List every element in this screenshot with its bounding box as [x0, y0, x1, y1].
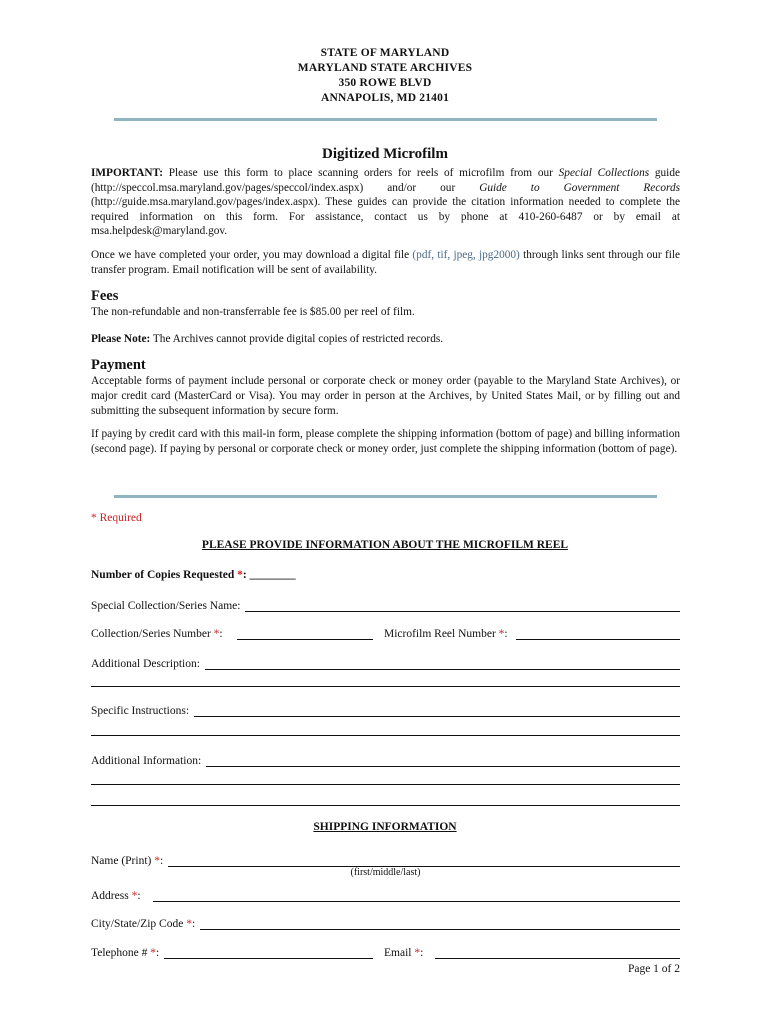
series-name-field[interactable] [91, 596, 680, 612]
additional-information-line[interactable] [206, 755, 680, 767]
specific-instructions-line-2[interactable] [91, 734, 680, 736]
additional-information-line-2[interactable] [91, 783, 680, 785]
additional-information-field[interactable] [91, 751, 680, 767]
copies-colon: : [242, 569, 247, 581]
series-name-line[interactable] [245, 600, 680, 612]
copies-requested-blank[interactable]: ________ [249, 569, 296, 581]
specific-instructions-label: Specific Instructions: [91, 705, 190, 717]
completed-text-2: through links sent through our file transfer program. Email notification will be sent of availability. [91, 248, 680, 276]
page-title: Digitized Microfilm [322, 146, 448, 162]
city-state-zip-label: City/State/Zip Code *: [91, 918, 196, 930]
completed-text-1: Once we have completed your order, you may download a digital file [91, 248, 413, 261]
important-text-1: Please use this form to place scanning orders for reels of microfilm from our [162, 167, 559, 179]
email-line[interactable] [435, 947, 680, 959]
telephone-field[interactable] [91, 943, 373, 959]
important-text-3: (http://guide.msa.maryland.gov/pages/index.aspx). These guides can provide the citation information needed to complete the required information on this form. For assistance, contact us by phone at 410-260-6487 or by email at msa.helpdesk@maryland.gov. [91, 196, 680, 238]
telephone-line[interactable] [164, 947, 373, 959]
additional-description-field[interactable] [91, 654, 680, 670]
required-star-icon: * [131, 890, 138, 902]
fees-text: The non-refundable and non-transferrable fee is $85.00 per reel of film. [91, 306, 415, 319]
required-star-icon: * [186, 918, 192, 930]
name-line[interactable] [168, 855, 680, 867]
header-line-state: STATE OF MARYLAND [320, 47, 450, 59]
header-line-city: ANNAPOLIS, MD 21401 [320, 92, 450, 104]
series-number-field[interactable] [91, 624, 373, 640]
city-state-zip-line[interactable] [200, 918, 680, 930]
please-note-label: Please Note: [91, 332, 151, 345]
name-label: Name (Print) *: [91, 855, 164, 867]
additional-information-label: Additional Information: [91, 755, 202, 767]
reel-number-field[interactable] [384, 624, 680, 640]
series-number-line[interactable] [237, 628, 373, 640]
reel-number-label: Microfilm Reel Number *: [384, 628, 508, 640]
telephone-label: Telephone # *: [91, 947, 160, 959]
payment-paragraph-2: If paying by credit card with this mail-in form, please complete the shipping information (bottom of page) and billing information (second page). If paying by personal or corporate check or money order, just complete the shipping information (bottom of page). [91, 428, 680, 455]
reel-section-heading: PLEASE PROVIDE INFORMATION ABOUT THE MICROFILM REEL [201, 539, 569, 551]
copies-requested-field[interactable] [91, 569, 296, 581]
shipping-heading: SHIPPING INFORMATION [313, 821, 457, 833]
address-field[interactable] [91, 886, 680, 902]
required-star-icon: * [414, 947, 421, 959]
email-label: Email *: [384, 947, 424, 959]
series-number-label: Collection/Series Number *: [91, 628, 223, 640]
city-state-zip-field[interactable] [91, 914, 680, 930]
header-line-street: 350 ROWE BLVD [338, 77, 432, 89]
please-note-text: The Archives cannot provide digital copies of restricted records. [150, 332, 444, 345]
file-formats-text: (pdf, tif, jpeg, jpg2000) [412, 248, 520, 261]
required-star-icon: * [237, 569, 243, 581]
required-star-icon: * [150, 947, 156, 959]
additional-description-line[interactable] [205, 658, 680, 670]
reel-number-line[interactable] [516, 628, 680, 640]
please-note-paragraph [91, 332, 680, 347]
important-text-2: guide (http://speccol.msa.maryland.gov/pages/speccol/index.aspx) and/or our [91, 167, 680, 194]
payment-heading: Payment [91, 357, 146, 374]
important-label: IMPORTANT: [91, 167, 163, 179]
payment-divider [114, 495, 657, 498]
address-label: Address *: [91, 890, 141, 902]
specific-instructions-field[interactable] [91, 701, 680, 717]
additional-information-line-3[interactable] [91, 804, 680, 806]
name-hint: (first/middle/last) [350, 867, 421, 878]
specific-instructions-line[interactable] [194, 705, 680, 717]
name-field[interactable] [91, 851, 680, 867]
guide-italic: Guide to Government Records [479, 181, 681, 194]
important-paragraph [91, 166, 680, 239]
header-divider [114, 118, 657, 121]
fees-heading: Fees [91, 288, 119, 305]
special-collections-italic: Special Collections [558, 167, 650, 179]
completed-paragraph [91, 248, 680, 277]
address-line[interactable] [153, 890, 680, 902]
additional-description-label: Additional Description: [91, 658, 200, 670]
header-line-archives: MARYLAND STATE ARCHIVES [297, 62, 473, 74]
required-star-icon: * [498, 628, 505, 640]
required-star-icon: * [213, 628, 220, 640]
copies-requested-label: Number of Copies Requested [91, 569, 238, 581]
page-number: Page 1 of 2 [627, 963, 680, 975]
required-star-icon: * [154, 855, 160, 867]
payment-paragraph-1: Acceptable forms of payment include personal or corporate check or money order (payable to the Maryland State Archives), or major credit card (MasterCard or Visa). You may order in person at the Archives, by United States Mail, or by filling out and submitting the subsequent information by secure form. [91, 375, 680, 417]
archives-header [0, 46, 770, 106]
required-note: * Required [91, 512, 142, 524]
email-field[interactable] [384, 943, 680, 959]
series-name-label: Special Collection/Series Name: [91, 600, 241, 612]
additional-description-line-2[interactable] [91, 685, 680, 687]
